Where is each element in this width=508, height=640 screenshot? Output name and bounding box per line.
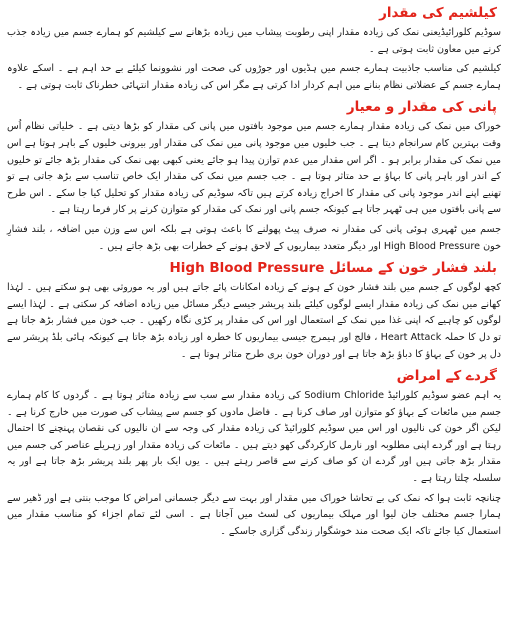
section-calcium bbox=[7, 4, 501, 94]
paragraph: جسم میں ٹھہری ہوئی پانی کی مقدار نہ صرف پیٹ پھولنے کا باعث ہوتی ہے بلکہ اس سے وزن میں اضافہ ، بلند فشارِ خون High Blood Pressure اور دیگر متعدد بیماریوں کے لاحق ہونے کے خطرات بھی بڑھ جاتے ہیں ۔ bbox=[7, 223, 501, 252]
paragraph: یہ اہم عضو سوڈیم کلورائیڈ Sodium Chloride کی زیادہ مقدار سے سب سے زیادہ متاثر ہوتا ہے ۔ گردوں کا کام ہمارے جسم میں مائعات کے بہاؤ کو متوازن اور صاف کرنا ہے ۔ فاضل مادوں کو جسم سے پیشاب کی صورت میں خارج کرنا ہے ۔ لیکن اگر خون کی نالیوں اور اس میں سوڈیم کلورائیڈ کی زیادہ مقدار کی وجہ سے ان نالیوں کی نقصان پہنچنے کا احتمال رہتا ہے اور گردے اپنی مطلوبہ اور نارمل کارکردگی کھو دیتے ہیں ۔ مائعات کی زیادہ مقدار اور زہریلے عناصر کی جسم میں مقدار بڑھ جاتی ہیں اور گردے ان کو صاف کرنے سے قاصر رہتے ہیں ۔ یوں ایک بار پھر بلند پریشر بڑھ جاتا ہے اور یہ سلسلہ چلتا رہتا ہے ۔ bbox=[7, 390, 502, 485]
section-heading: بلند فشار خون کے مسائل High Blood Pressure bbox=[169, 260, 497, 277]
section-heading: پانی کی مقدار و معیار bbox=[346, 99, 497, 116]
paragraph: خوراک میں نمک کی زیادہ مقدار ہمارے جسم میں موجود بافتوں میں پانی کی مقدار کو بڑھا دیتی ہے ۔ خلیاتی نظام اُس وقت بہترین کام سرانجام دیتا ہے ۔ جب خلیوں میں موجود پانی میں نمک کی مقدار اور بیرونی خلیوں کے باہر ہوتا ہے اس میں نمک کی مقدار برابر ہو ۔ اگر اس مقدار میں عدم توازن پیدا ہو جائے یعنی کبھی بھی نمک کی مقدار بڑھ جائے تو خلیوں کے اندر اور باہر پانی کا بہاؤ بے حد متاثر ہوتا ہے ۔ جب جسم میں نمک کی مقدار ایک خاص تناسب سے بڑھ جاتی ہے تو تھنیے اپنے اندر موجود پانی کی مقدار کا اخراج زیادہ کرتے ہیں تاکہ سوڈیم کی زیادہ مقدار کو تحلیل کیا جا سکے ۔ اس طرح سے پانی بافتوں میں ہی ٹھہر جاتا ہے کیونکہ جسم پانی اور نمک کی مقدار کو متوازن کرنے پر کار فرما رہتا ہے ۔ bbox=[7, 121, 501, 216]
section-heading: گردے کے امراض bbox=[396, 368, 497, 385]
paragraph: کیلشیم کی مناسب جاذبیت ہمارے جسم میں ہڈیوں اور جوڑوں کی صحت اور نشوونما کیلئے بے حد اہم ہے ۔ اسکے علاوہ ہمارے جسم کے عضلاتی نظام بنانے میں اہم کردار ادا کرتی ہے مگر اس کی زیادہ مقدار انتہائی خطرناک ثابت ہوتی ہے ۔ bbox=[7, 63, 501, 91]
paragraph: سوڈیم کلورائیڈیعنی نمک کی زیادہ مقدار اپنی رطوبت پیشاب میں زیادہ بڑھانے سے کیلشیم کو ہمارے جسم میں زیادہ جذب کرنے میں معاون ثابت ہوتی ہے ۔ bbox=[7, 27, 501, 55]
section-blood-pressure bbox=[7, 259, 501, 363]
paragraph: چنانچہ ثابت ہوا کہ نمک کی بے تحاشا خوراک میں مقدار اور بہت سے دیگر جسمانی امراض کا موجب بنتی ہے اور ڈھیر سے ہمارا جسم مختلف جان لیوا اور مہلک بیماریوں کی لسٹ میں آجاتا ہے ۔ اسی لئے تمام اجزاء کو مناسب مقدار میں استعمال کیا جائے تاکہ ایک صحت مند خوشگوار زندگی گزاری جاسکے ۔ bbox=[7, 492, 501, 537]
section-water bbox=[7, 98, 501, 255]
section-heading: کیلشیم کی مقدار bbox=[379, 5, 497, 21]
section-kidney bbox=[7, 367, 501, 540]
paragraph: کچھ لوگوں کے جسم میں بلند فشار خون کے ہونے کے زیادہ امکانات پائے جاتے ہیں اور یہ موروثی بھی ہو سکتے ہیں ۔ لہٰذا کھانے میں نمک کی زیادہ مقدار ایسے لوگوں کیلئے بلند پریشر جیسے دیگر مسائل میں زیادہ اضافہ کر سکتی ہے ۔ لہٰذا ایسے لوگوں کو چاہیے کہ اپنی غذا میں نمک کے استعمال اور اس کی مقدار پر کڑی نگاہ رکھیں ۔ جب خون میں فشار بڑھ جاتا ہے تو دل کا حملہ Heart Attack ، فالج اور ہیمرج جیسی بیماریوں کا خطرہ اور زیادہ بڑھ جاتا ہے کیونکہ ہائی بلڈ پریشر سے دل پر خون کے بہاؤ کا دباؤ بڑھ جاتا ہے اور دوران خون بری طرح متاثر ہوتا ہے ۔ bbox=[7, 282, 501, 360]
